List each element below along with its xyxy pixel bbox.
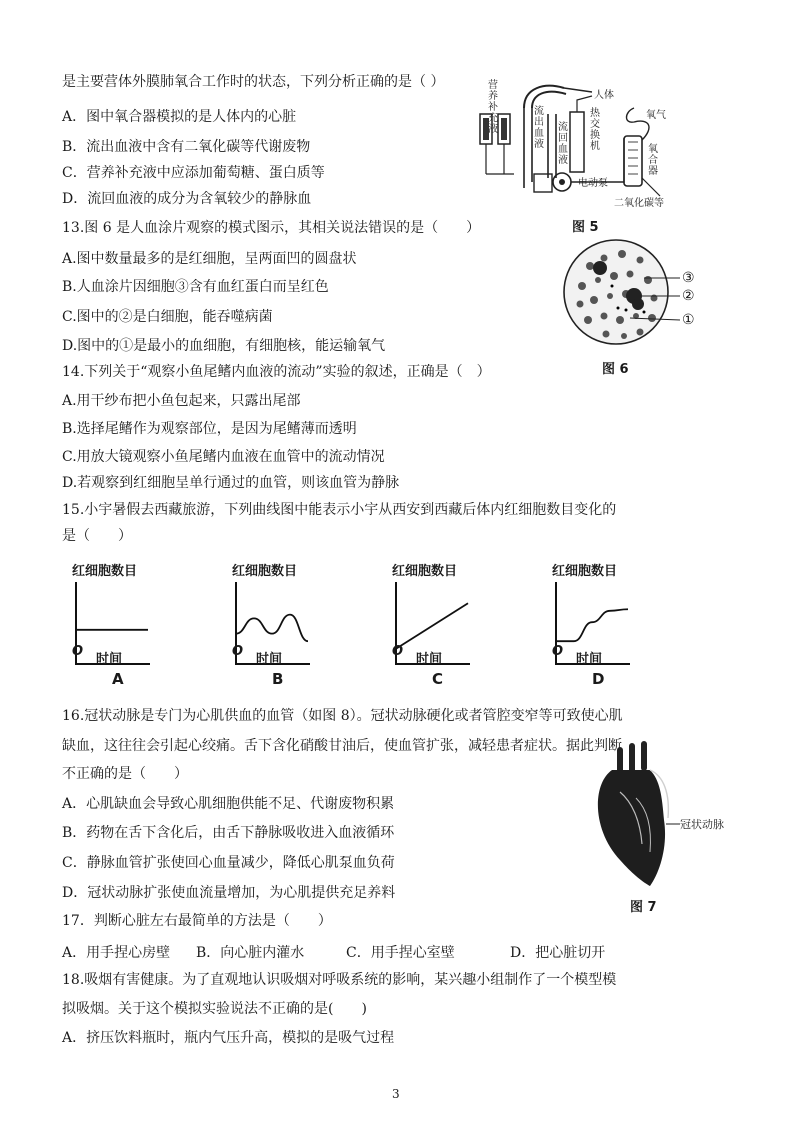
figure-5 <box>474 78 696 238</box>
fig5-label-oxygenator: 氧合器 <box>648 144 658 177</box>
chart-xlabel-B: 时间 <box>256 652 283 667</box>
q16-stem-line1: 16.冠状动脉是专门为心肌供血的血管（如图 8）。冠状动脉硬化或者管腔变窄等可致使心肌 <box>62 708 623 724</box>
q15-stem-line1: 15.小宇暑假去西藏旅游，下列曲线图中能表示小宇从西安到西藏后体内红细胞数目变化的 <box>62 502 617 518</box>
fig5-label-pump: 电动泵 <box>578 178 608 189</box>
chart-title-A: 红细胞数目 <box>72 564 138 579</box>
heart-diagram <box>590 740 750 890</box>
blood-smear-diagram <box>560 238 720 350</box>
q16-stem-line2: 缺血，这往往会引起心绞痛。舌下含化硝酸甘油后，使血管扩张，减轻患者症状。据此判断 <box>62 738 622 754</box>
fig5-label-body: 人体 <box>594 90 614 101</box>
chart-xlabel-D: 时间 <box>576 652 603 667</box>
q13-option-a: A.图中数量最多的是红细胞，呈两面凹的圆盘状 <box>62 251 357 267</box>
q14-option-a: A.用干纱布把小鱼包起来，只露出尾部 <box>62 393 301 409</box>
chart-option-letter-B: B <box>272 670 284 688</box>
fig5-label-nutrient: 营养补充液 <box>488 80 498 135</box>
figure-7 <box>590 740 750 915</box>
q16-option-d: D．冠状动脉扩张使血流量增加，为心肌提供充足养料 <box>62 885 396 901</box>
q16-option-c: C．静脉血管扩张使回心血量减少，降低心肌泵血负荷 <box>62 855 395 871</box>
q16-stem-line3: 不正确的是（ ） <box>62 766 188 782</box>
q18-stem-line2: 拟吸烟。关于这个模拟实验说法不正确的是( ) <box>62 1001 367 1017</box>
q18-stem-line1: 18.吸烟有害健康。为了直观地认识吸烟对呼吸系统的影响，某兴趣小组制作了一个模型模 <box>62 972 617 988</box>
q12-option-a: A．图中氧合器模拟的是人体内的心脏 <box>62 109 297 125</box>
q17-option-d: D．把心脏切开 <box>510 945 606 961</box>
q12-option-d: D．流回血液的成分为含氧较少的静脉血 <box>62 191 312 207</box>
q17-option-b: B．向心脏内灌水 <box>196 945 305 961</box>
page-number: 3 <box>392 1087 400 1101</box>
q13-option-c: C.图中的②是白细胞，能吞噬病菌 <box>62 309 273 325</box>
fig6-marker-1: ① <box>682 312 695 328</box>
q12-option-c: C．营养补充液中应添加葡萄糖、蛋白质等 <box>62 165 325 181</box>
q18-option-a: A．挤压饮料瓶时，瓶内气压升高，模拟的是吸气过程 <box>62 1030 395 1046</box>
q14-option-d: D.若观察到红细胞呈单行通过的血管，则该血管为静脉 <box>62 475 400 491</box>
chart-series-line-C <box>396 603 468 649</box>
ecmo-diagram <box>474 78 696 213</box>
chart-title-D: 红细胞数目 <box>552 564 618 579</box>
fig5-label-inflow: 流回血液 <box>558 122 568 166</box>
q14-option-b: B.选择尾鳍作为观察部位，是因为尾鳍薄而透明 <box>62 421 357 437</box>
chart-option-letter-D: D <box>592 670 605 688</box>
chart-xlabel-C: 时间 <box>416 652 443 667</box>
chart-title-C: 红细胞数目 <box>392 564 458 579</box>
q15-stem-line2: 是（ ） <box>62 528 132 544</box>
chart-origin-A: O <box>72 644 84 659</box>
chart-xlabel-A: 时间 <box>96 652 123 667</box>
q13-option-b: B.人血涂片因细胞③含有血红蛋白而呈红色 <box>62 279 329 295</box>
chart-origin-D: O <box>552 644 564 659</box>
fig6-marker-2: ② <box>682 288 695 304</box>
chart-option-letter-A: A <box>112 670 124 688</box>
fig5-caption: 图 5 <box>572 220 599 235</box>
fig5-label-co2: 二氧化碳等 <box>614 198 664 209</box>
chart-title-B: 红细胞数目 <box>232 564 298 579</box>
fig6-marker-3: ③ <box>682 270 695 286</box>
fig7-caption: 图 7 <box>630 900 657 915</box>
fig5-label-outflow: 流出血液 <box>534 106 544 150</box>
q17-option-c: C．用手捏心室壁 <box>346 945 455 961</box>
q16-option-b: B．药物在舌下含化后，由舌下静脉吸收进入血液循环 <box>62 825 395 841</box>
q12-stem: 是主要营体外膜肺氧合工作时的状态，下列分析正确的是（ ） <box>62 74 445 90</box>
q14-stem: 14.下列关于“观察小鱼尾鳍内血液的流动”实验的叙述，正确是（ ） <box>62 364 491 380</box>
chart-origin-B: O <box>232 644 244 659</box>
chart-option-letter-C: C <box>432 670 444 688</box>
fig6-caption: 图 6 <box>602 362 629 377</box>
q17-stem: 17．判断心脏左右最简单的方法是（ ） <box>62 913 332 929</box>
q12-option-b: B．流出血液中含有二氧化碳等代谢废物 <box>62 139 311 155</box>
q17-option-a: A．用手捏心房壁 <box>62 945 171 961</box>
q13-option-d: D.图中的①是最小的血细胞，有细胞核，能运输氧气 <box>62 338 386 354</box>
figure-6 <box>560 238 720 378</box>
chart-series-line-B <box>236 615 308 642</box>
q16-option-a: A．心肌缺血会导致心肌细胞供能不足、代谢废物积累 <box>62 796 395 812</box>
fig5-label-oxygen: 氧气 <box>646 110 666 121</box>
q13-stem: 13.图 6 是人血涂片观察的模式图示，其相关说法错误的是（ ） <box>62 220 481 236</box>
chart-series-line-D <box>556 609 628 641</box>
q14-option-c: C.用放大镜观察小鱼尾鳍内血液在血管中的流动情况 <box>62 449 385 465</box>
fig7-label-coronary-artery: 冠状动脉 <box>680 818 724 831</box>
fig5-label-heat-exchanger: 热交换机 <box>590 108 600 152</box>
chart-origin-C: O <box>392 644 404 659</box>
